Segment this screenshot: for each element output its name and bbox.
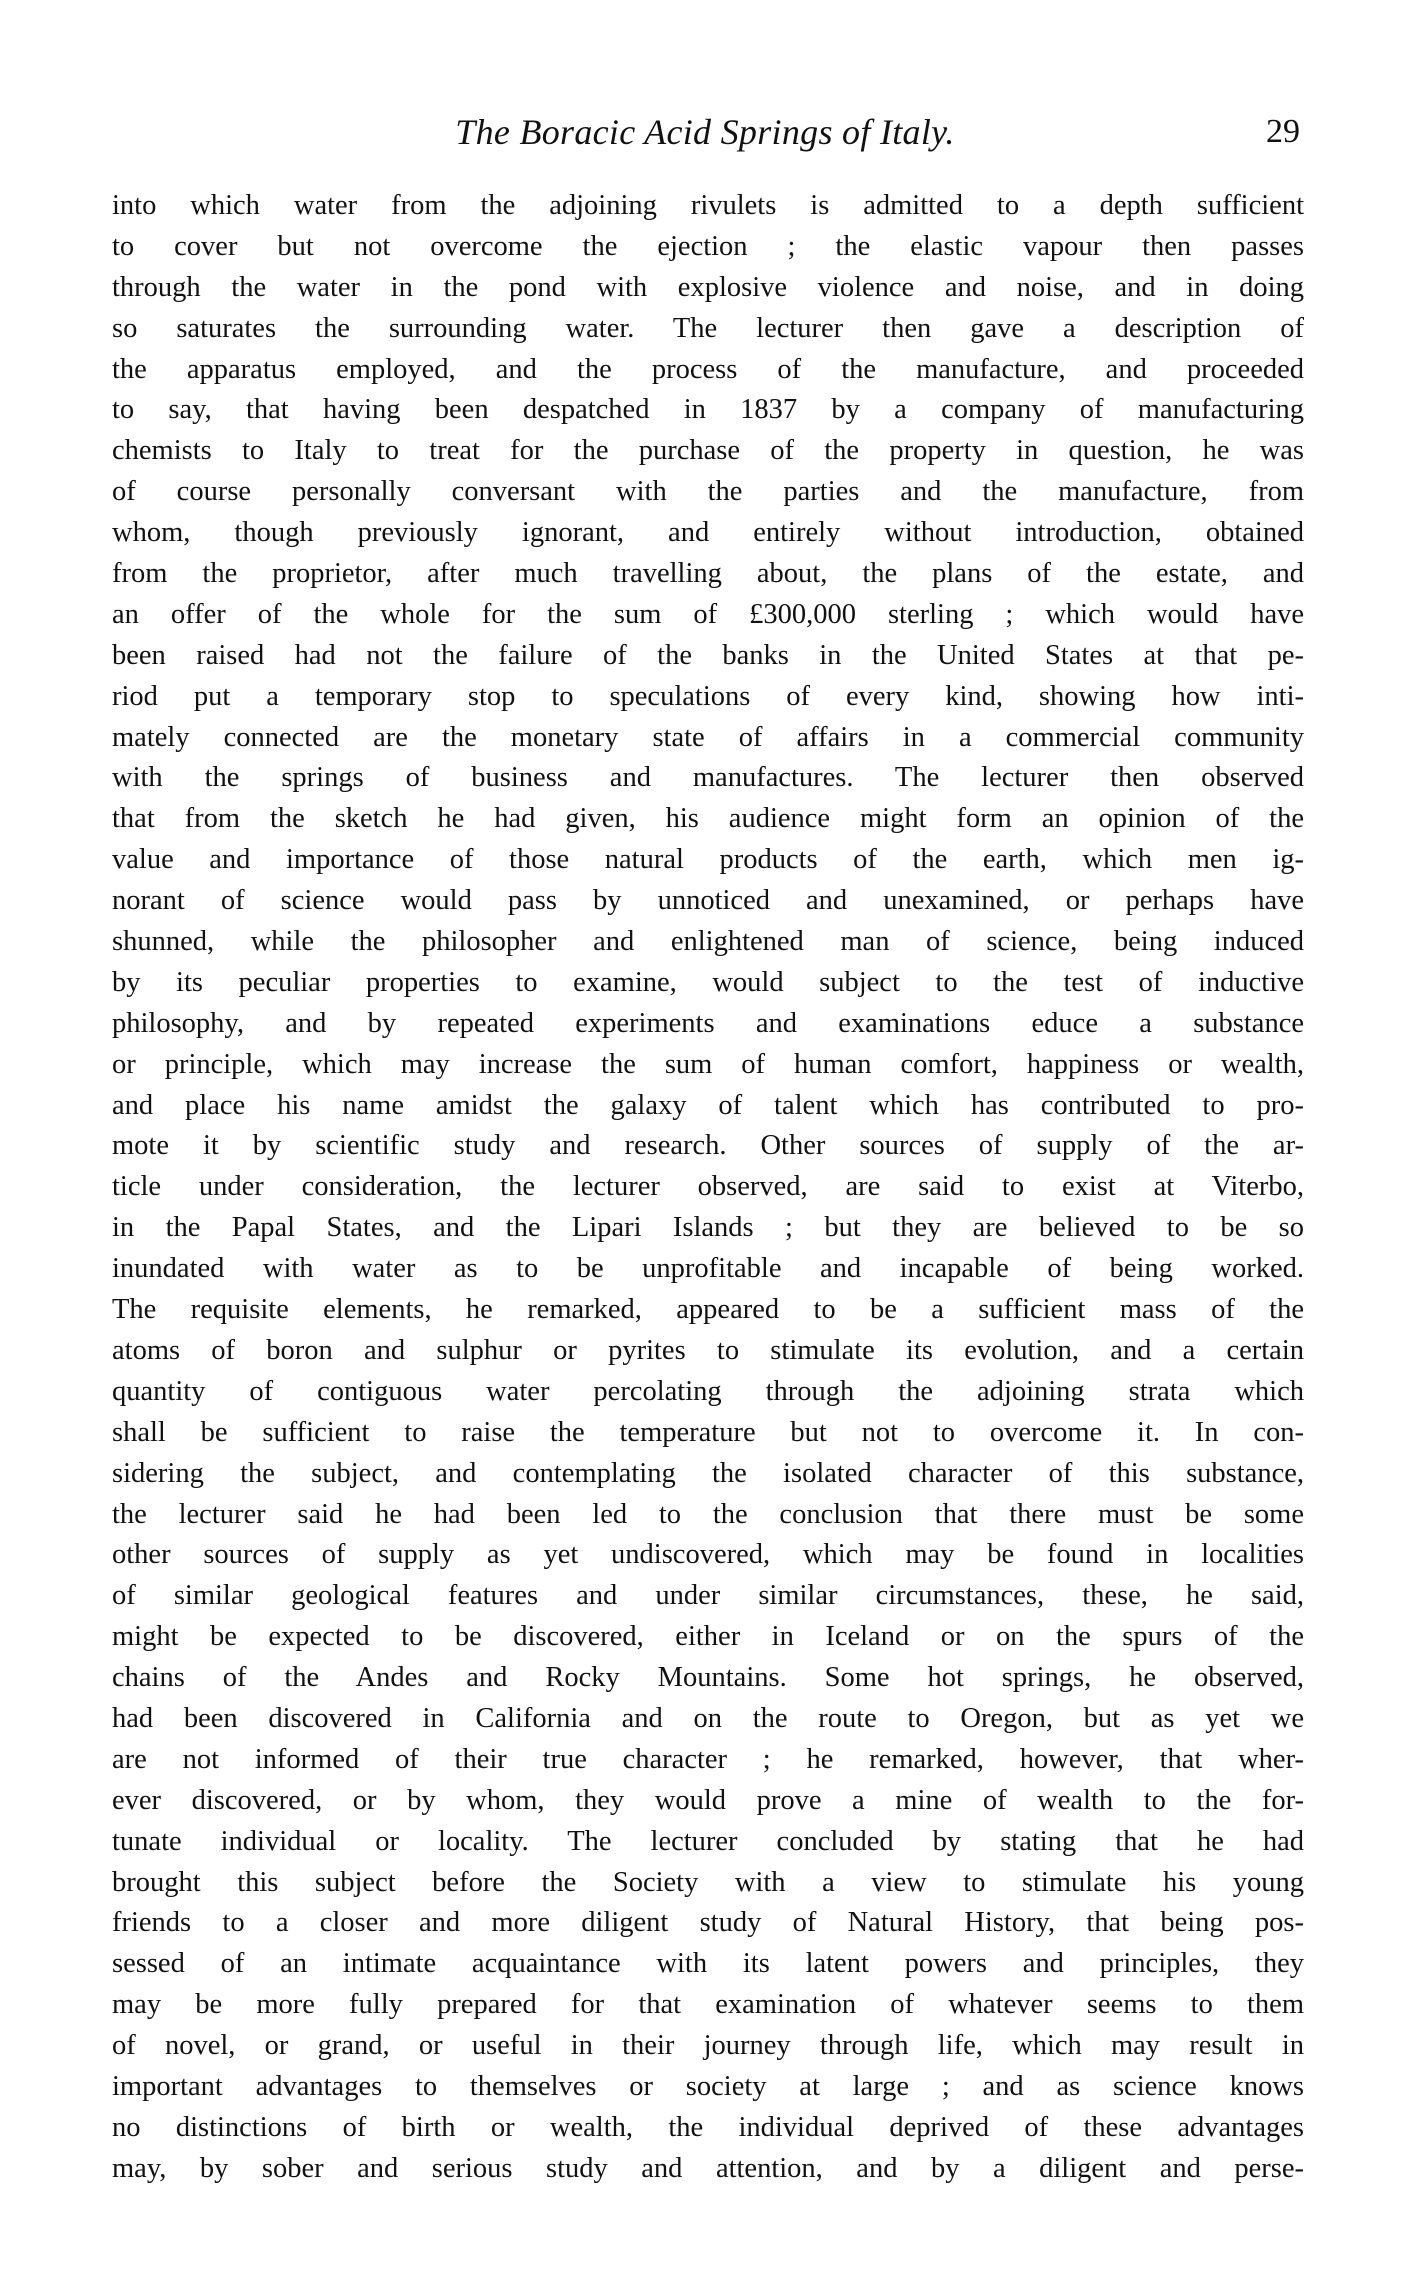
- text-line: chains of the Andes and Rocky Mountains. Some hot springs, he observed,: [112, 1662, 1304, 1694]
- text-line: through the water in the pond with explosive violence and noise, and in doing: [112, 271, 1304, 303]
- running-title: The Boracic Acid Springs of Italy.: [455, 112, 955, 152]
- text-line: mately connected are the monetary state of affairs in a commercial community: [112, 721, 1304, 753]
- body-text: [112, 186, 1304, 2190]
- text-line: shall be sufficient to raise the temperature but not to overcome it. In con-: [112, 1416, 1304, 1448]
- text-line: by its peculiar properties to examine, would subject to the test of inductive: [112, 966, 1304, 998]
- text-line: into which water from the adjoining rivulets is admitted to a depth sufficient: [112, 190, 1304, 221]
- text-line: from the proprietor, after much travelling about, the plans of the estate, and: [112, 558, 1304, 590]
- text-line: may, by sober and serious study and attention, and by a diligent and perse-: [112, 2152, 1304, 2184]
- text-line: the apparatus employed, and the process of the manufacture, and proceeded: [112, 353, 1304, 385]
- text-line: atoms of boron and sulphur or pyrites to stimulate its evolution, and a certain: [112, 1334, 1304, 1366]
- text-line: had been discovered in California and on the route to Oregon, but as yet we: [112, 1702, 1304, 1734]
- text-line: brought this subject before the Society with a view to stimulate his young: [112, 1866, 1304, 1898]
- text-line: the lecturer said he had been led to the conclusion that there must be some: [112, 1498, 1304, 1530]
- text-line: with the springs of business and manufactures. The lecturer then observed: [112, 762, 1304, 794]
- text-line: of course personally conversant with the parties and the manufacture, from: [112, 476, 1304, 508]
- text-line: chemists to Italy to treat for the purchase of the property in question, he was: [112, 435, 1304, 467]
- text-line: of novel, or grand, or useful in their journey through life, which may result in: [112, 2030, 1304, 2062]
- text-line: riod put a temporary stop to speculations of every kind, showing how inti-: [112, 680, 1304, 712]
- text-line: The requisite elements, he remarked, appeared to be a sufficient mass of the: [112, 1294, 1304, 1326]
- text-line: or principle, which may increase the sum of human comfort, happiness or wealth,: [112, 1048, 1304, 1080]
- text-line: no distinctions of birth or wealth, the individual deprived of these advantages: [112, 2111, 1304, 2143]
- text-line: mote it by scientific study and research. Other sources of supply of the ar-: [112, 1130, 1304, 1162]
- text-line: other sources of supply as yet undiscovered, which may be found in localities: [112, 1539, 1304, 1571]
- text-line: whom, though previously ignorant, and entirely without introduction, obtained: [112, 517, 1304, 549]
- text-line: sessed of an intimate acquaintance with its latent powers and principles, they: [112, 1948, 1304, 1980]
- text-line: to say, that having been despatched in 1837 by a company of manufacturing: [112, 394, 1304, 426]
- text-line: quantity of contiguous water percolating through the adjoining strata which: [112, 1375, 1304, 1407]
- text-line: might be expected to be discovered, either in Iceland or on the spurs of the: [112, 1621, 1304, 1653]
- text-line: may be more fully prepared for that examination of whatever seems to them: [112, 1989, 1304, 2021]
- text-line: ticle under consideration, the lecturer observed, are said to exist at Viterbo,: [112, 1171, 1304, 1203]
- text-line: ever discovered, or by whom, they would prove a mine of wealth to the for-: [112, 1784, 1304, 1816]
- text-line: of similar geological features and under similar circumstances, these, he said,: [112, 1580, 1304, 1612]
- text-line: value and importance of those natural products of the earth, which men ig-: [112, 844, 1304, 876]
- text-line: and place his name amidst the galaxy of talent which has contributed to pro-: [112, 1089, 1304, 1121]
- text-line: to cover but not overcome the ejection ; the elastic vapour then passes: [112, 230, 1304, 262]
- text-line: sidering the subject, and contemplating the isolated character of this substance,: [112, 1457, 1304, 1489]
- page-number: 29: [1266, 113, 1300, 150]
- text-line: in the Papal States, and the Lipari Islands ; but they are believed to be so: [112, 1212, 1304, 1244]
- text-line: tunate individual or locality. The lecturer concluded by stating that he had: [112, 1825, 1304, 1857]
- text-line: norant of science would pass by unnoticed and unexamined, or perhaps have: [112, 885, 1304, 917]
- text-line: important advantages to themselves or society at large ; and as science knows: [112, 2070, 1304, 2102]
- text-line: friends to a closer and more diligent study of Natural History, that being pos-: [112, 1907, 1304, 1939]
- text-line: that from the sketch he had given, his audience might form an opinion of the: [112, 803, 1304, 835]
- text-line: been raised had not the failure of the banks in the United States at that pe-: [112, 639, 1304, 671]
- text-line: philosophy, and by repeated experiments and examinations educe a substance: [112, 1007, 1304, 1039]
- text-line: are not informed of their true character ; he remarked, however, that wher-: [112, 1743, 1304, 1775]
- text-line: inundated with water as to be unprofitable and incapable of being worked.: [112, 1253, 1304, 1285]
- text-line: shunned, while the philosopher and enlightened man of science, being induced: [112, 926, 1304, 958]
- running-head: [110, 108, 1300, 156]
- text-line: an offer of the whole for the sum of £300,000 sterling ; which would have: [112, 598, 1304, 630]
- text-line: so saturates the surrounding water. The lecturer then gave a description of: [112, 312, 1304, 344]
